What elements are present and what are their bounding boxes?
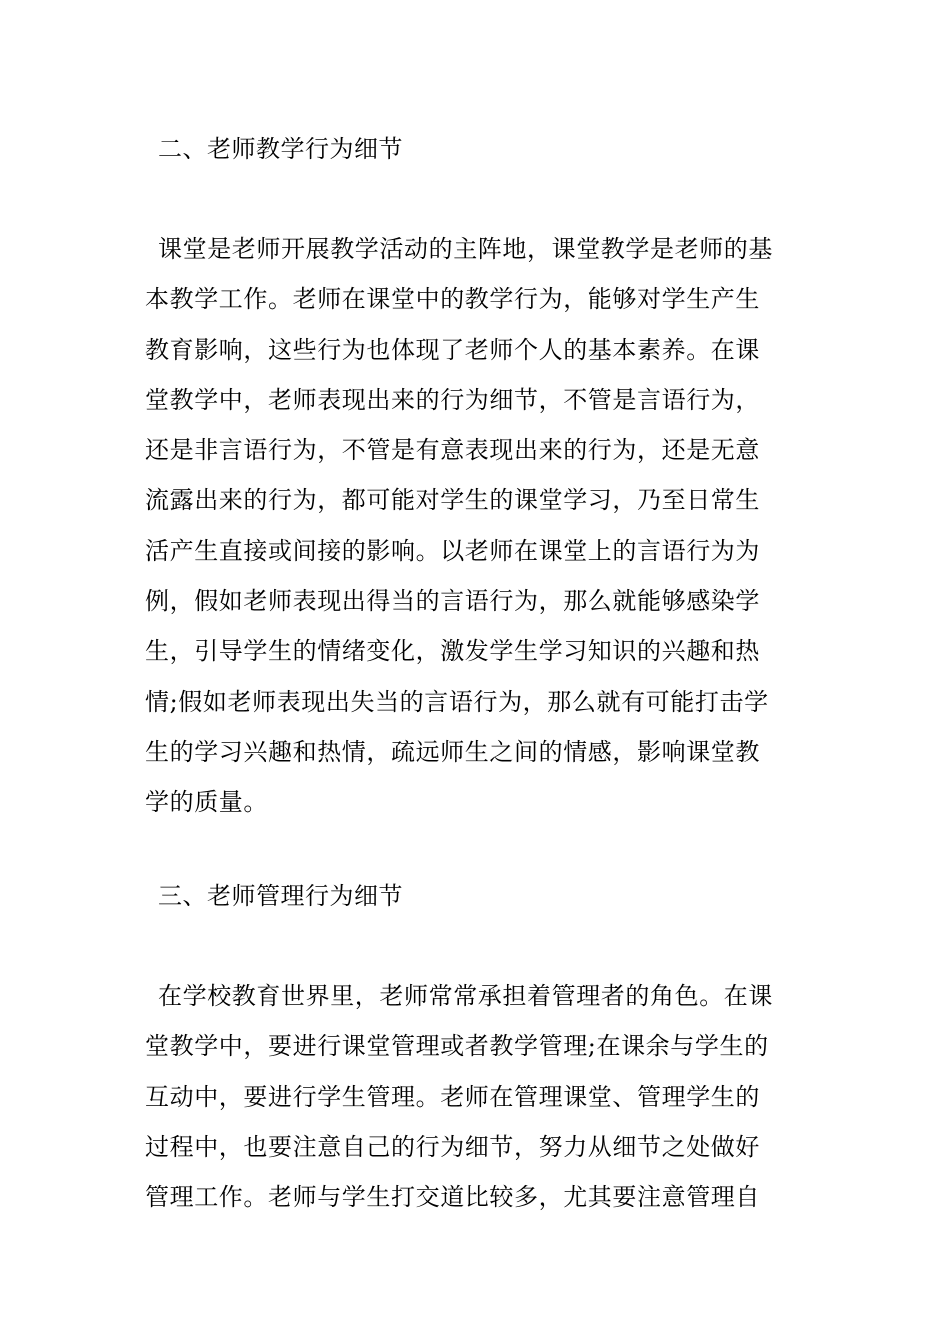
section-heading-management: 三、老师管理行为细节: [158, 882, 403, 910]
paragraph-line: 互动中，要进行学生管理。老师在管理课堂、管理学生的: [145, 1082, 760, 1111]
paragraph-line: 例，假如老师表现出得当的言语行为，那么就能够感染学: [145, 587, 760, 616]
paragraph-line: 情;假如老师表现出失当的言语行为，那么就有可能打击学: [145, 687, 769, 716]
paragraph-line: 学的质量。: [145, 788, 268, 817]
paragraph-line: 管理工作。老师与学生打交道比较多，尤其要注意管理自: [145, 1183, 760, 1212]
paragraph-line: 课堂是老师开展教学活动的主阵地，课堂教学是老师的基: [158, 235, 773, 263]
paragraph-line: 生，引导学生的情绪变化，激发学生学习知识的兴趣和热: [145, 637, 760, 666]
paragraph-line: 过程中，也要注意自己的行为细节，努力从细节之处做好: [145, 1132, 760, 1161]
paragraph-management: [145, 971, 807, 1222]
paragraph-line: 堂教学中，要进行课堂管理或者教学管理;在课余与学生的: [145, 1032, 769, 1061]
section-heading-teaching: 二、老师教学行为细节: [158, 135, 403, 163]
paragraph-line: 活产生直接或间接的影响。以老师在课堂上的言语行为为: [145, 536, 760, 565]
paragraph-line: 在学校教育世界里，老师常常承担着管理者的角色。在课: [158, 982, 773, 1010]
paragraph-line: 教育影响，这些行为也体现了老师个人的基本素养。在课: [145, 335, 760, 364]
paragraph-line: 还是非言语行为，不管是有意表现出来的行为，还是无意: [145, 436, 760, 465]
paragraph-line: 堂教学中，老师表现出来的行为细节，不管是言语行为，: [145, 385, 760, 414]
paragraph-line: 生的学习兴趣和热情，疏远师生之间的情感，影响课堂教: [145, 737, 760, 766]
paragraph-teaching: [145, 224, 807, 828]
paragraph-line: 本教学工作。老师在课堂中的教学行为，能够对学生产生: [145, 285, 760, 314]
paragraph-line: 流露出来的行为，都可能对学生的课堂学习，乃至日常生: [145, 486, 760, 515]
